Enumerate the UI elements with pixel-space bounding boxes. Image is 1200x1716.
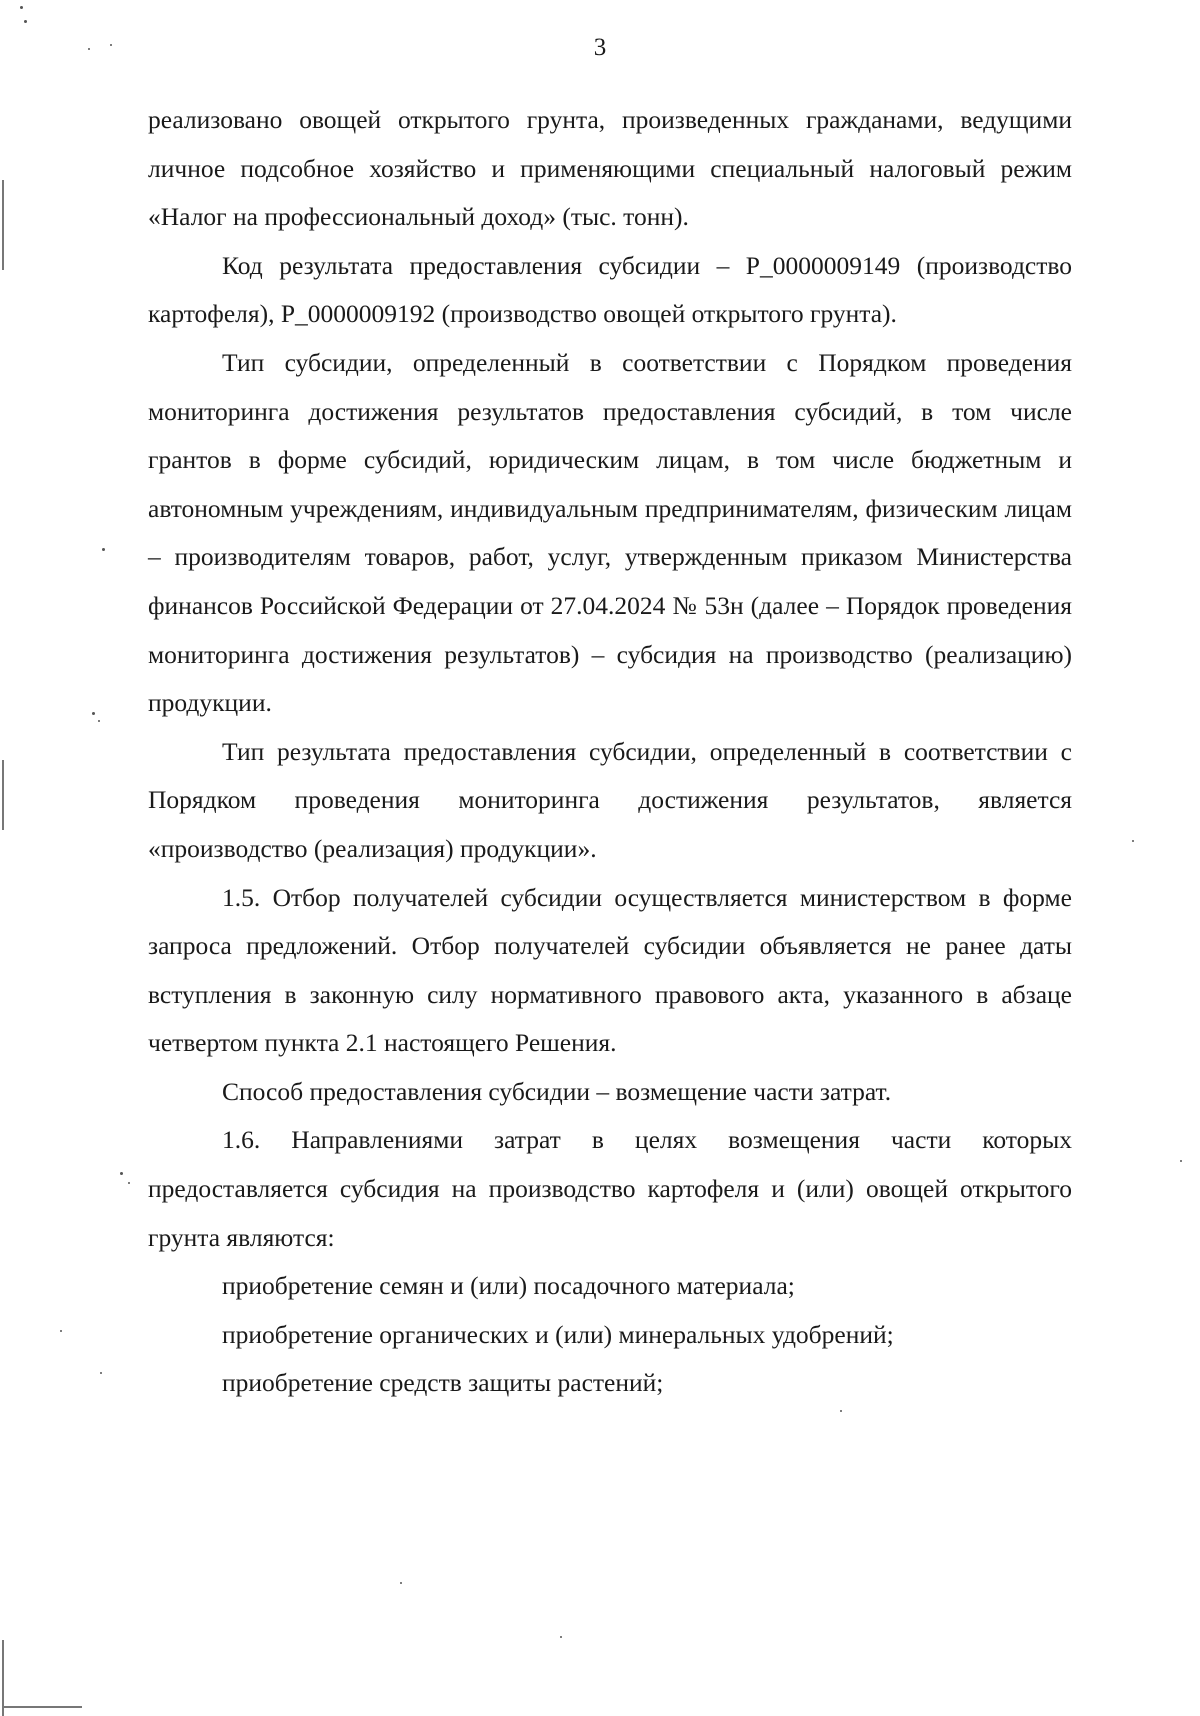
list-item-plant-protection: приобретение средств защиты растений; (222, 1368, 664, 1398)
paragraph-selection: 1.5. Отбор получателей субсидии осуществляется министерством в форме запроса предложений. Отбор получателей субсидии объявляется не ранее даты вступления в законную силу нормативного правового акта, указанного в абзаце четвертом пункта 2.1 настоящего Решения. (148, 882, 1072, 1058)
paragraph-result-code: Код результата предоставления субсидии – P_0000009149 (производство картофеля), P_0000009192 (производство овощей открытого грунта). (148, 250, 1072, 329)
scan-speck (88, 48, 90, 50)
scan-speck (98, 720, 100, 722)
paragraph-subsidy-type: Тип субсидии, определенный в соответствии с Порядком проведения мониторинга достижения результатов предоставления субсидий, в том числе грантов в форме субсидий, юридическим лицам, в том числе бюджетным и автономным учреждениям, индивидуальным предпринимателям, физическим лицам – производителям товаров, работ, услуг, утвержденным приказом Министерства финансов Российской Федерации от 27.04.2024 № 53н (далее – Порядок проведения мониторинга достижения результатов) – субсидия на производство (реализацию) продукции. (148, 347, 1072, 718)
list-item-seeds: приобретение семян и (или) посадочного материала; (222, 1271, 795, 1301)
paragraph-continuation: реализовано овощей открытого грунта, произведенных гражданами, ведущими личное подсобное хозяйство и применяющими специальный налоговый режим «Налог на профессиональный доход» (тыс. тонн). (148, 105, 1072, 232)
scan-speck (92, 712, 95, 715)
scan-speck (560, 1636, 562, 1638)
scan-speck (840, 1410, 842, 1412)
scan-speck (60, 1330, 62, 1332)
scan-speck (120, 1172, 123, 1175)
list-item-fertilizers: приобретение органических и (или) минеральных удобрений; (222, 1319, 894, 1349)
scan-speck (400, 1582, 402, 1584)
scan-edge-line (2, 760, 4, 830)
scan-speck (100, 1372, 102, 1374)
scan-speck (128, 1182, 130, 1184)
scan-speck (1180, 1160, 1182, 1162)
page-number: 3 (593, 34, 607, 61)
scan-speck (102, 548, 105, 551)
scan-speck (20, 6, 23, 9)
document-body (148, 96, 1072, 1408)
paragraph-method: Способ предоставления субсидии – возмещение части затрат. (222, 1076, 892, 1106)
scan-edge-line (2, 1706, 82, 1708)
paragraph-cost-directions: 1.6. Направлениями затрат в целях возмещения части которых предоставляется субсидия на производство картофеля и (или) овощей открытого грунта являются: (148, 1125, 1072, 1252)
scan-speck (1132, 840, 1134, 842)
scan-edge-line (2, 180, 4, 270)
paragraph-result-type: Тип результата предоставления субсидии, определенный в соответствии с Порядком проведения мониторинга достижения результатов, является «производство (реализация) продукции». (148, 736, 1072, 863)
scan-edge-line (2, 1640, 4, 1716)
scan-speck (110, 44, 112, 46)
scan-speck (24, 20, 27, 23)
